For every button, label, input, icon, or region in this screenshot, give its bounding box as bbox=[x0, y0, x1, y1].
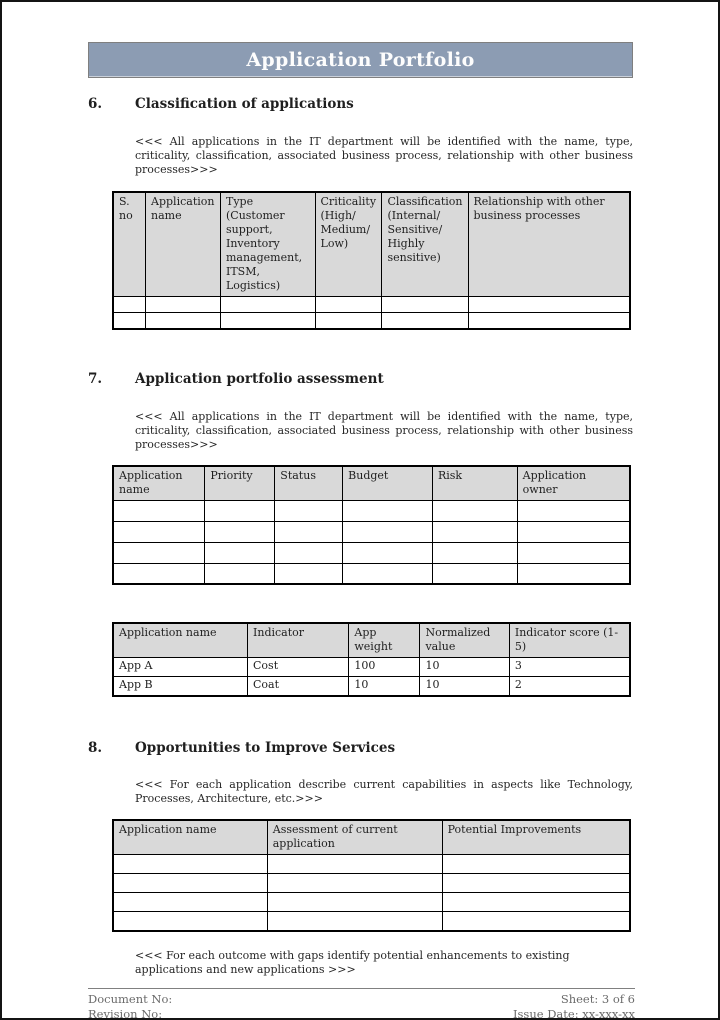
header-application-owner: Application owner bbox=[517, 466, 630, 501]
header-risk: Risk bbox=[432, 466, 517, 501]
cell-app-name: App A bbox=[113, 658, 248, 677]
document-title: Application Portfolio bbox=[246, 49, 475, 71]
section-8-title: Opportunities to Improve Services bbox=[135, 740, 396, 756]
table-row bbox=[113, 855, 630, 874]
portfolio-table-header-row bbox=[113, 466, 630, 501]
cell-indicator-score: 3 bbox=[509, 658, 630, 677]
section-6-number: 6. bbox=[88, 96, 103, 112]
section-8-closing-note: <<< For each outcome with gaps identify potential enhancements to existing applications and new applications >>> bbox=[135, 948, 570, 976]
footer-revision-no: Revision No: bbox=[88, 1006, 163, 1020]
table-row bbox=[113, 874, 630, 893]
section-7-intro: <<< All applications in the IT department will be identified with the name, type, criticality, classification, associated business process, relationship with other business processes>>> bbox=[135, 409, 633, 451]
table-row bbox=[113, 563, 630, 584]
table-row bbox=[113, 893, 630, 912]
header-application-name: Application name bbox=[113, 466, 205, 501]
section-7-title: Application portfolio assessment bbox=[135, 370, 384, 387]
section-6-title: Classification of applications bbox=[135, 96, 354, 112]
footer-document-no: Document No: bbox=[88, 991, 173, 1006]
section-8-intro: <<< For each application describe current capabilities in aspects like Technology, Processes, Architecture, etc.>>> bbox=[135, 778, 633, 805]
classification-table-header-row bbox=[113, 192, 630, 297]
cell-normalized-value: 10 bbox=[420, 677, 509, 697]
section-6-intro: <<< All applications in the IT department will be identified with the name, type, criticality, classification, associated business process, relationship with other business processes>>> bbox=[135, 135, 633, 176]
header-relationship: Relationship with other business processes bbox=[468, 192, 630, 297]
header-classification: Classification (Internal/ Sensitive/ Highly sensitive) bbox=[382, 192, 468, 297]
footer-left bbox=[88, 992, 172, 1020]
indicator-score-table bbox=[112, 622, 631, 697]
page-footer bbox=[88, 988, 635, 1020]
header-application-name: Application name bbox=[113, 820, 267, 855]
table-row-app-b bbox=[113, 677, 630, 697]
classification-table bbox=[112, 191, 631, 330]
table-row bbox=[113, 313, 630, 329]
section-6-heading bbox=[88, 97, 631, 111]
improvements-table bbox=[112, 819, 631, 932]
cell-indicator-score: 2 bbox=[509, 677, 630, 697]
table-row-app-a bbox=[113, 658, 630, 677]
cell-app-name: App B bbox=[113, 677, 248, 697]
header-app-weight: App weight bbox=[349, 623, 420, 658]
header-status: Status bbox=[275, 466, 343, 501]
section-8-heading bbox=[88, 741, 631, 755]
cell-indicator: Coat bbox=[248, 677, 349, 697]
document-title-banner bbox=[88, 42, 633, 78]
table-row bbox=[113, 500, 630, 521]
footer-issue-date: Issue Date: xx-xxx-xx bbox=[512, 1006, 635, 1020]
header-indicator-score: Indicator score (1-5) bbox=[509, 623, 630, 658]
cell-indicator: Cost bbox=[248, 658, 349, 677]
portfolio-assessment-table bbox=[112, 465, 631, 586]
header-indicator: Indicator bbox=[248, 623, 349, 658]
footer-right bbox=[513, 992, 635, 1020]
cell-normalized-value: 10 bbox=[420, 658, 509, 677]
footer-sheet: Sheet: 3 of 6 bbox=[560, 991, 635, 1006]
header-assessment: Assessment of current application bbox=[267, 820, 442, 855]
header-normalized-value: Normalized value bbox=[420, 623, 509, 658]
section-7-heading bbox=[88, 372, 631, 386]
table-row bbox=[113, 297, 630, 313]
cell-app-weight: 100 bbox=[349, 658, 420, 677]
section-7-number: 7. bbox=[88, 370, 103, 387]
header-application-name: Application name bbox=[113, 623, 248, 658]
header-application-name: Application name bbox=[146, 192, 221, 297]
table-row bbox=[113, 521, 630, 542]
header-criticality: Criticality (High/ Medium/ Low) bbox=[315, 192, 382, 297]
header-budget: Budget bbox=[343, 466, 433, 501]
section-8-number: 8. bbox=[88, 740, 103, 756]
header-priority: Priority bbox=[205, 466, 275, 501]
header-s-no: S. no bbox=[113, 192, 146, 297]
header-type: Type (Customer support, Inventory management, ITSM, Logistics) bbox=[220, 192, 315, 297]
cell-app-weight: 10 bbox=[349, 677, 420, 697]
improvements-table-header-row bbox=[113, 820, 630, 855]
header-potential-improvements: Potential Improvements bbox=[442, 820, 630, 855]
table-row bbox=[113, 542, 630, 563]
indicator-table-header-row bbox=[113, 623, 630, 658]
table-row bbox=[113, 912, 630, 931]
